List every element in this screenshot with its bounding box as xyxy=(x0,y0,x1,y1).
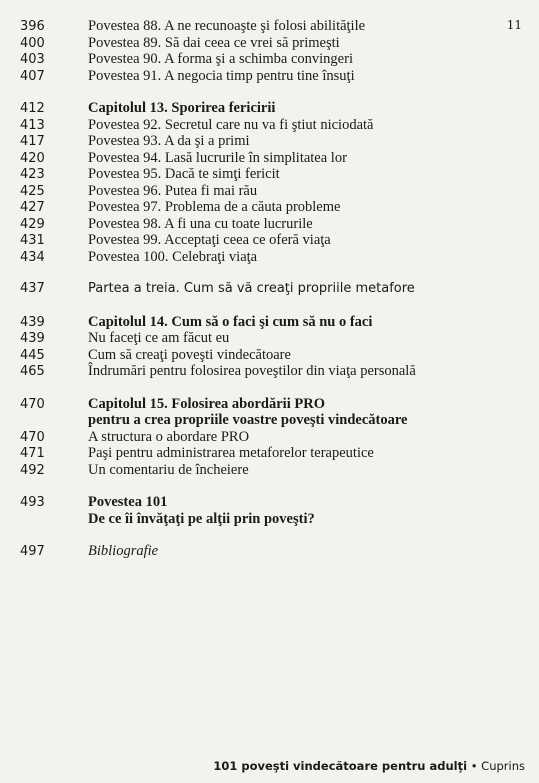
toc-title: Cum să creaţi poveşti vindecătoare xyxy=(88,346,291,363)
toc-title: Paşi pentru administrarea metaforelor terapeutice xyxy=(88,445,374,461)
page-number: 11 xyxy=(506,18,522,32)
toc-part-heading xyxy=(20,281,520,298)
toc-page-number: 465 xyxy=(20,364,45,379)
toc-entry xyxy=(20,462,520,479)
toc-entry xyxy=(20,166,520,183)
toc-title: Partea a treia. Cum să vă creaţi propriile metafore xyxy=(88,281,415,296)
toc-title: Povestea 99. Acceptaţi ceea ce oferă viaţa xyxy=(88,232,331,248)
toc-page-number: 396 xyxy=(20,19,45,34)
toc-title: Un comentariu de încheiere xyxy=(88,461,249,478)
toc-page-number: 470 xyxy=(20,429,45,445)
toc-chapter-heading xyxy=(20,494,520,511)
toc-page-number: 497 xyxy=(20,544,45,559)
toc-entry xyxy=(20,133,520,150)
toc-page-number: 493 xyxy=(20,495,45,510)
toc-page-number: 431 xyxy=(20,233,45,248)
section-spacer xyxy=(20,84,520,100)
toc-title: Capitolul 14. Cum să o faci şi cum să nu o faci xyxy=(88,313,373,330)
toc-entry xyxy=(20,35,520,52)
toc-chapter-heading-continued xyxy=(20,511,520,528)
section-spacer xyxy=(20,265,520,281)
toc-page-number: 400 xyxy=(20,35,45,51)
toc-entry xyxy=(20,347,520,364)
toc-entry xyxy=(20,330,520,347)
toc-entry xyxy=(20,249,520,266)
toc-page-number: 423 xyxy=(20,167,45,182)
toc-entry xyxy=(20,117,520,134)
toc-entry-bibliography xyxy=(20,543,520,560)
toc-entry xyxy=(20,51,520,68)
toc-title: Capitolul 15. Folosirea abordării PRO xyxy=(88,395,325,412)
toc-title: Povestea 97. Problema de a căuta probleme xyxy=(88,199,341,215)
toc-title: Povestea 90. A forma şi a schimba convingeri xyxy=(88,51,353,67)
toc-title: Îndrumări pentru folosirea poveştilor din viaţa personală xyxy=(88,363,416,379)
toc-page-number: 425 xyxy=(20,183,45,199)
toc-page-number: 492 xyxy=(20,462,45,478)
toc-entry xyxy=(20,363,520,380)
footer-bullet: • xyxy=(470,759,478,773)
section-spacer xyxy=(20,380,520,396)
toc-title: Povestea 94. Lasă lucrurile în simplitatea lor xyxy=(88,149,347,166)
toc-title: Bibliografie xyxy=(88,543,159,559)
toc-entry xyxy=(20,232,520,249)
toc-page-number: 434 xyxy=(20,249,45,265)
toc-title: Povestea 98. A fi una cu toate lucrurile xyxy=(88,215,313,232)
toc-title: Povestea 95. Dacă te simţi fericit xyxy=(88,166,280,182)
toc-title: Povestea 92. Secretul care nu va fi ştiut niciodată xyxy=(88,116,374,133)
section-name: Cuprins xyxy=(481,759,525,773)
toc-title: Povestea 96. Putea fi mai rău xyxy=(88,182,258,199)
toc-title: A structura o abordare PRO xyxy=(88,428,250,445)
book-title: 101 poveşti vindecătoare pentru adulţi xyxy=(213,759,468,773)
toc-title: pentru a crea propriile voastre poveşti vindecătoare xyxy=(88,412,408,428)
toc-title: Nu faceţi ce am făcut eu xyxy=(88,330,230,346)
toc-title: Povestea 88. A ne recunoaşte şi folosi abilităţile xyxy=(88,18,366,34)
toc-page-number: 445 xyxy=(20,347,45,363)
toc-entry xyxy=(20,183,520,200)
toc-title: Povestea 100. Celebraţi viaţa xyxy=(88,248,258,265)
toc-chapter-heading-continued xyxy=(20,412,520,429)
toc-page-number: 471 xyxy=(20,446,45,461)
toc-page-number: 439 xyxy=(20,331,45,346)
toc-entry xyxy=(20,429,520,446)
toc-entry xyxy=(20,199,520,216)
toc-page-number: 417 xyxy=(20,134,45,149)
table-of-contents xyxy=(20,18,520,560)
toc-chapter-heading xyxy=(20,396,520,413)
toc-title: Povestea 101 xyxy=(88,494,168,510)
toc-page-number: 413 xyxy=(20,117,45,133)
toc-page-number: 412 xyxy=(20,101,45,116)
toc-title: Povestea 91. A negocia timp pentru tine însuţi xyxy=(88,67,355,84)
toc-entry xyxy=(20,216,520,233)
toc-page-number: 437 xyxy=(20,281,45,296)
toc-chapter-heading xyxy=(20,100,520,117)
toc-page-number: 427 xyxy=(20,200,45,215)
toc-entry xyxy=(20,150,520,167)
toc-page-number: 439 xyxy=(20,314,45,330)
toc-title: Povestea 89. Să dai ceea ce vrei să primeşti xyxy=(88,34,340,51)
toc-page-number: 407 xyxy=(20,68,45,84)
toc-entry xyxy=(20,68,520,85)
toc-title: Povestea 93. A da şi a primi xyxy=(88,133,250,149)
toc-title: De ce îi învăţaţi pe alţii prin poveşti? xyxy=(88,510,315,527)
toc-chapter-heading xyxy=(20,314,520,331)
toc-page-number: 403 xyxy=(20,52,45,67)
toc-page-number: 470 xyxy=(20,396,45,412)
running-footer xyxy=(213,759,525,773)
toc-title: Capitolul 13. Sporirea fericirii xyxy=(88,100,276,116)
toc-page-number: 420 xyxy=(20,150,45,166)
toc-entry xyxy=(20,18,520,35)
toc-page-number: 429 xyxy=(20,216,45,232)
toc-entry xyxy=(20,445,520,462)
section-spacer xyxy=(20,298,520,314)
section-spacer xyxy=(20,527,520,543)
section-spacer xyxy=(20,478,520,494)
